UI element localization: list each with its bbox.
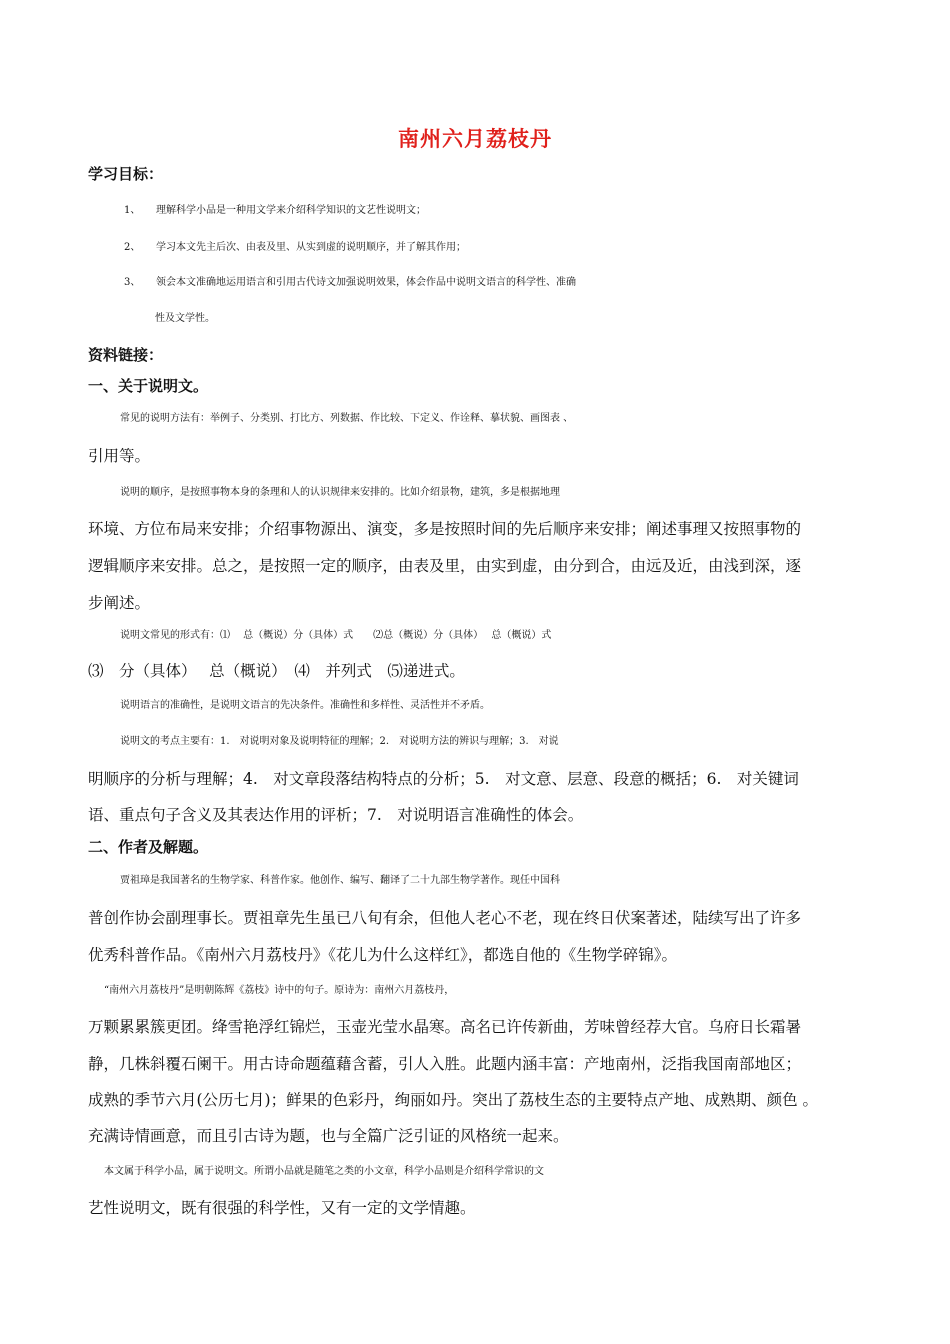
goal-item xyxy=(124,272,914,294)
paragraph-line: 本文属于科学小品，属于说明文。所谓小品就是随笔之类的小文章，科学小品则是介绍科学常识的文 xyxy=(104,1166,544,1177)
goal-item xyxy=(124,200,914,222)
paragraph-line: 优秀科普作品。《南州六月荔枝丹》《花儿为什么这样红》，都选自他的《生物学碎锦》。 xyxy=(88,946,678,964)
paragraph-line: 艺性说明文，既有很强的科学性，又有一定的文学情趣。 xyxy=(88,1199,476,1217)
goal-number: 2、 xyxy=(124,242,141,253)
goal-text: 学习本文先主后次、由表及里、从实到虚的说明顺序，并了解其作用； xyxy=(156,242,466,253)
paragraph-line: 万颗累累簇更团。绛雪艳浮红锦烂，玉壶光莹水晶寒。高名已许传新曲，芳味曾经荐大官。乌府日长霜暑 xyxy=(88,1018,802,1036)
section2-heading: 二、作者及解题。 xyxy=(88,838,209,856)
goal-text: 理解科学小品是一种用文学来介绍科学知识的文艺性说明文； xyxy=(156,205,426,216)
paragraph-line: 步阐述。 xyxy=(88,594,151,612)
goal-text-continued: 性及文学性。 xyxy=(155,313,215,324)
paragraph-line: 语、重点句子含义及其表达作用的评析；7. 对说明语言准确性的体会。 xyxy=(88,806,584,824)
document-title: 南州六月荔枝丹 xyxy=(398,127,552,151)
goal-text: 领会本文准确地运用语言和引用古代诗文加强说明效果，体会作品中说明文语言的科学性、准确 xyxy=(156,277,576,288)
goal-number: 3、 xyxy=(124,277,141,288)
paragraph-line: 静，几株斜覆石阑干。用古诗命题蕴藉含蓄，引人入胜。此题内涵丰富：产地南州，泛指我国南部地区； xyxy=(88,1055,802,1073)
paragraph-line: 普创作协会副理事长。贾祖章先生虽已八旬有余，但他人老心不老，现在终日伏案著述，陆续写出了许多 xyxy=(88,909,802,927)
goal-item xyxy=(124,237,914,259)
paragraph-line: 环境、方位布局来安排；介绍事物源出、演变，多是按照时间的先后顺序来安排；阐述事理又按照事物的 xyxy=(88,520,802,538)
paragraph-line: 逻辑顺序来安排。总之，是按照一定的顺序，由表及里，由实到虚，由分到合，由远及近，由浅到深，逐 xyxy=(88,557,802,575)
paragraph-line: 充满诗情画意，而且引古诗为题，也与全篇广泛引证的风格统一起来。 xyxy=(88,1127,569,1145)
paragraph-line: 说明文常见的形式有：⑴ 总（概说）分（具体）式 ⑵总（概说）分（具体） 总（概说）式 xyxy=(120,630,552,641)
paragraph-line: 说明文的考点主要有：1. 对说明对象及说明特征的理解；2. 对说明方法的辨识与理解；3. 对说 xyxy=(120,736,559,747)
paragraph-line: 说明的顺序，是按照事物本身的条理和人的认识规律来安排的。比如介绍景物，建筑，多是根据地理 xyxy=(120,487,560,498)
paragraph-line: 说明语言的准确性，是说明文语言的先决条件。准确性和多样性、灵活性并不矛盾。 xyxy=(120,700,490,711)
section1-heading: 一、关于说明文。 xyxy=(88,377,209,395)
goals-heading: 学习目标： xyxy=(88,165,164,183)
paragraph-line: “南州六月荔枝丹”是明朝陈辉《荔枝》诗中的句子。原诗为：南州六月荔枝丹， xyxy=(104,985,455,996)
goal-number: 1、 xyxy=(124,205,141,216)
links-heading: 资料链接： xyxy=(88,346,164,364)
paragraph-line: 贾祖璋是我国著名的生物学家、科普作家。他创作、编写、翻译了二十九部生物学著作。现任中国科 xyxy=(120,875,560,886)
paragraph-line: 成熟的季节六月(公历七月)；鲜果的色彩丹，绚丽如丹。突出了荔枝生态的主要特点产地、成熟期、颜色 。 xyxy=(88,1091,819,1109)
paragraph-line: ⑶ 分（具体） 总（概说） ⑷ 并列式 ⑸递进式。 xyxy=(88,662,465,680)
paragraph-line: 常见的说明方法有：举例子、分类别、打比方、列数据、作比较、下定义、作诠释、摹状貌、画图表 、 xyxy=(120,413,574,424)
paragraph-line: 引用等。 xyxy=(88,447,151,465)
paragraph-line: 明顺序的分析与理解；4. 对文章段落结构特点的分析；5. 对文意、层意、段意的概括；6. 对关键词 xyxy=(88,770,799,788)
